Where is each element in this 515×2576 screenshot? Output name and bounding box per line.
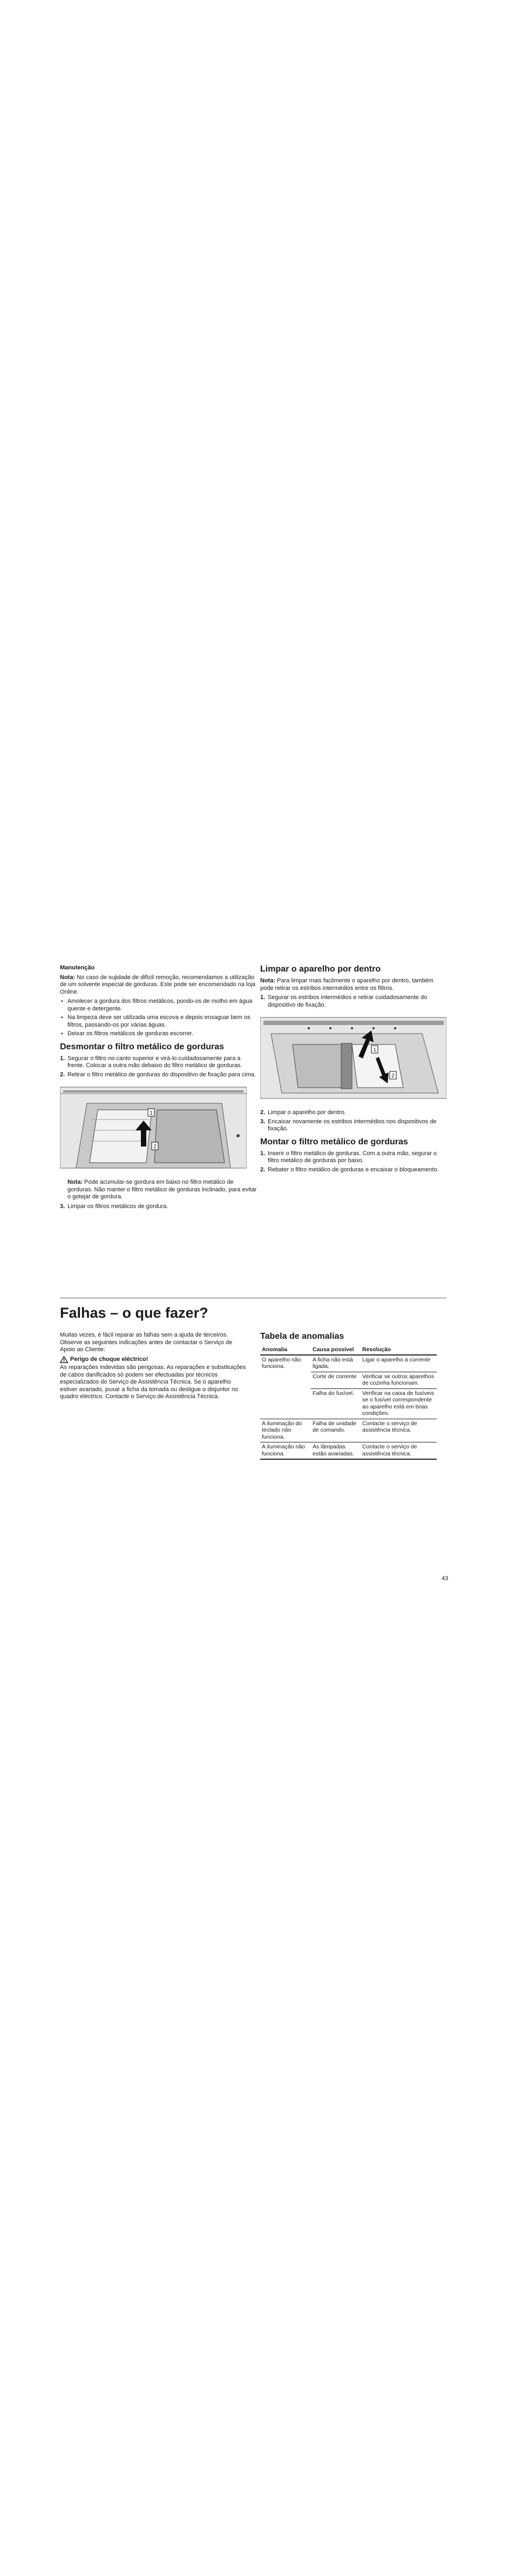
faults-left-column bbox=[60, 1332, 248, 1403]
list-item: ▪ Deixar os filtros metálicos de gorduras escorrer. bbox=[60, 1030, 258, 1038]
dismount-title: Desmontar o filtro metálico de gorduras bbox=[60, 1042, 225, 1051]
table-cell: As lâmpadas estão avariadas. bbox=[311, 1442, 361, 1460]
table-cell: A ficha não está ligada. bbox=[311, 1355, 361, 1372]
table-cell: Verificar na caixa de fusíveis se o fusível correspondente ao aparelho está em boas condições. bbox=[361, 1388, 437, 1419]
fault-table-title: Tabela de anomalias bbox=[260, 1332, 344, 1341]
table-cell: Verificar se outros aparelhos de cozinha funcionam. bbox=[361, 1372, 437, 1388]
maintenance-title: Manutenção bbox=[60, 965, 95, 971]
maintenance-note bbox=[60, 974, 258, 996]
table-row bbox=[260, 1355, 437, 1372]
warning-heading bbox=[60, 1356, 248, 1364]
step-item: 1. Inserir o filtro metálico de gorduras. Com a outra mão, segurar o filtro metálico de gorduras por baixo. bbox=[260, 1150, 437, 1164]
left-column bbox=[60, 965, 258, 1212]
step-item: 2. Retirar o filtro metálico de gorduras do dispositivo de fixação para cima. bbox=[60, 1071, 256, 1078]
mount-title: Montar o filtro metálico de gorduras bbox=[260, 1137, 408, 1147]
table-cell: Falha do fusível. bbox=[311, 1388, 361, 1419]
clean-inside-title: Limpar o aparelho por dentro bbox=[260, 965, 381, 974]
table-row bbox=[260, 1419, 437, 1442]
fault-table bbox=[260, 1346, 437, 1460]
warning-title: Perigo de choque eléctrico! bbox=[70, 1356, 148, 1363]
callout-1: 1 bbox=[150, 1110, 153, 1116]
callout-1: 1 bbox=[373, 1047, 376, 1053]
column-header: Causa possível bbox=[311, 1346, 361, 1355]
step-item: 1. Segurar os estribos intermédios e retirar cuidadosamente do dispositivo de fixação. bbox=[260, 994, 428, 1008]
table-cell: Falha de unidade de comando. bbox=[311, 1419, 361, 1442]
warning-text: As reparações indevidas são perigosas. As reparações e substituições de cabos danificados só podem ser efectuadas por técnicos especializados do Serviço de Assistência Técnica. Se o aparelho estiver avariado, puxar a ficha da tomada ou desligue o disjuntor no quadro eléctrico. Contacte o Serviço de Assistência Técnica. bbox=[60, 1364, 246, 1400]
step-item: 1. Segurar o filtro no canto superior e virá-lo cuidadosamente para a frente. Colocar a outra mão debaixo do filtro metálico de gorduras. bbox=[60, 1055, 242, 1069]
list-item: ▪ Na limpeza deve ser utilizada uma escova e depois enxaguar bem os filtros, passando-os por várias águas. bbox=[60, 1014, 258, 1029]
table-cell: A iluminação do teclado não funciona. bbox=[260, 1419, 311, 1442]
clean-inside-steps-cont bbox=[260, 1109, 446, 1133]
list-item: ▪ Amolecer a gordura dos filtros metálicos, pondo-os de molho em água quente e detergente. bbox=[60, 998, 258, 1013]
note-text: No caso de sujidade de difícil remoção, recomendamos a utilização de um solvente especial de gorduras. Este pode ser encomendado na loja Online. bbox=[60, 974, 256, 995]
callout-2: 2 bbox=[391, 1073, 395, 1079]
note-label: Nota: bbox=[60, 974, 76, 981]
table-header-row bbox=[260, 1346, 437, 1355]
warning-triangle-icon bbox=[60, 1356, 68, 1363]
mount-steps bbox=[260, 1150, 446, 1174]
table-row bbox=[260, 1442, 437, 1460]
table-cell: Corte de corrente bbox=[311, 1372, 361, 1388]
dismount-steps-cont bbox=[60, 1203, 258, 1211]
table-cell: A iluminação não funciona. bbox=[260, 1442, 311, 1460]
page-number: 43 bbox=[442, 1575, 449, 1582]
right-column bbox=[260, 965, 446, 1176]
step-item: 3. Limpar os filtros metálicos de gordura. bbox=[60, 1203, 168, 1210]
illustration-filter-removal bbox=[60, 1082, 247, 1175]
table-cell: Contacte o serviço de assistência técnica. bbox=[361, 1442, 437, 1460]
dismount-steps bbox=[60, 1055, 258, 1079]
step-item: 2. Rebater o filtro metálico de gorduras e encaixar o bloqueamento. bbox=[260, 1166, 439, 1173]
faults-right-column bbox=[260, 1332, 446, 1460]
faults-title: Falhas – o que fazer? bbox=[60, 1305, 208, 1321]
column-header: Resolução bbox=[361, 1346, 437, 1355]
faults-intro: Muitas vezes, é fácil reparar as falhas sem a ajuda de terceiros. Observe as seguintes indicações antes de contactar o Serviço de Apoio ao Cliente: bbox=[60, 1332, 233, 1353]
table-cell: Ligar o aparelho à corrente bbox=[361, 1355, 437, 1372]
step-item: 3. Encaixar novamente os estribos intermédios nos dispositivos de fixação. bbox=[260, 1118, 437, 1132]
dismount-note: Nota: Pode acumular-se gordura em baixo no filtro metálico de gorduras. Não manter o filtro metálico de gorduras inclinado, para evitar o gotejar de gordura. bbox=[67, 1179, 257, 1200]
step-item: 2. Limpar o aparelho por dentro. bbox=[260, 1109, 346, 1116]
column-header: Anomalia bbox=[260, 1346, 311, 1355]
maintenance-bullets bbox=[60, 998, 258, 1038]
callout-2: 2 bbox=[153, 1144, 157, 1150]
illustration-bracket-removal bbox=[260, 1012, 446, 1105]
table-cell: O aparelho não funciona. bbox=[262, 1356, 301, 1370]
clean-inside-note: Nota: Para limpar mais facilmente o aparelho por dentro, também pode retirar os estribos intermédios entre os filtros. bbox=[260, 977, 433, 992]
clean-inside-steps bbox=[260, 994, 446, 1009]
table-cell: Contacte o serviço de assistência técnica. bbox=[361, 1419, 437, 1442]
